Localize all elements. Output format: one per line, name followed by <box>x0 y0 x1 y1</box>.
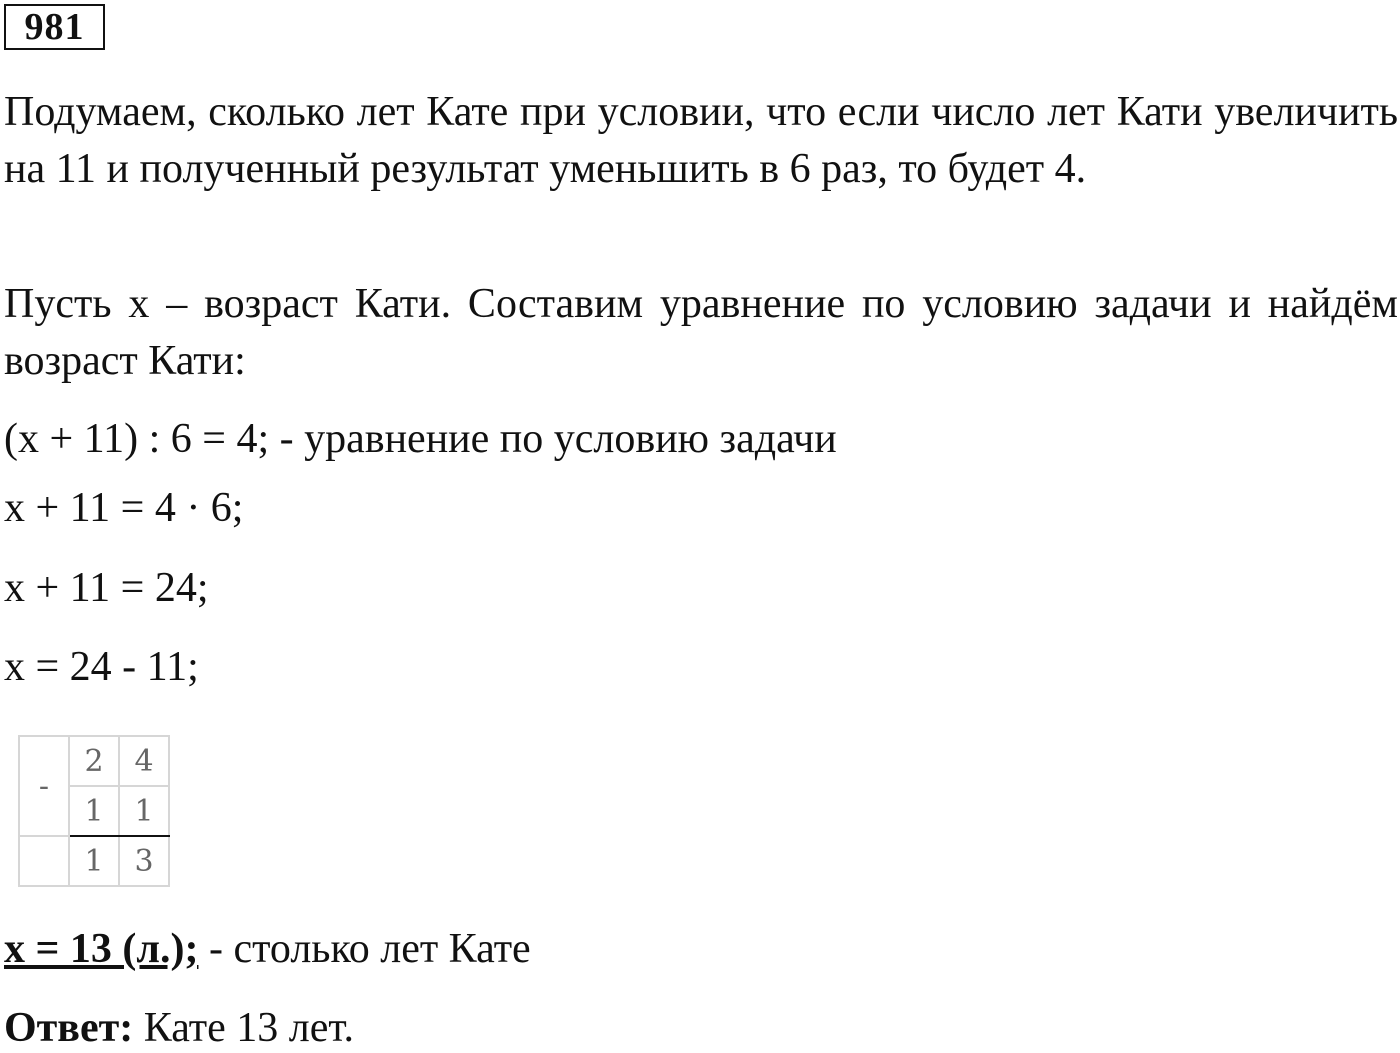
digit-cell: 1 <box>69 786 119 836</box>
problem-statement: Подумаем, сколько лет Кате при условии, что если число лет Кати увеличить на 11 и полученный результат уменьшить в 6 раз, то будет 4. <box>4 89 1398 192</box>
digit-cell: 1 <box>119 786 169 836</box>
equation-line-2: x + 11 = 4 · 6; <box>4 485 244 531</box>
result-comment: - столько лет Кате <box>198 926 531 972</box>
solution-intro: Пусть x – возраст Кати. Составим уравнение по условию задачи и найдём возраст Кати: <box>4 281 1398 384</box>
answer-text: Кате 13 лет. <box>133 1005 355 1051</box>
digit-cell: 4 <box>119 736 169 786</box>
equation-line-3: x + 11 = 24; <box>4 565 209 611</box>
answer-label: Ответ: <box>4 1005 134 1051</box>
equation-line-1: (x + 11) : 6 = 4; - уравнение по условию задачи <box>4 416 837 462</box>
result-value: x = 13 (л.); <box>4 926 199 972</box>
result-line <box>4 924 531 974</box>
digit-cell: 1 <box>69 836 119 886</box>
digit-cell: 3 <box>119 836 169 886</box>
digit-cell: 2 <box>69 736 119 786</box>
minus-sign: - <box>19 736 69 836</box>
equation-line-4: x = 24 - 11; <box>4 644 199 690</box>
problem-number: 981 <box>4 4 105 50</box>
answer-line <box>4 1003 354 1053</box>
column-subtraction <box>18 735 170 887</box>
empty-cell <box>19 836 69 886</box>
